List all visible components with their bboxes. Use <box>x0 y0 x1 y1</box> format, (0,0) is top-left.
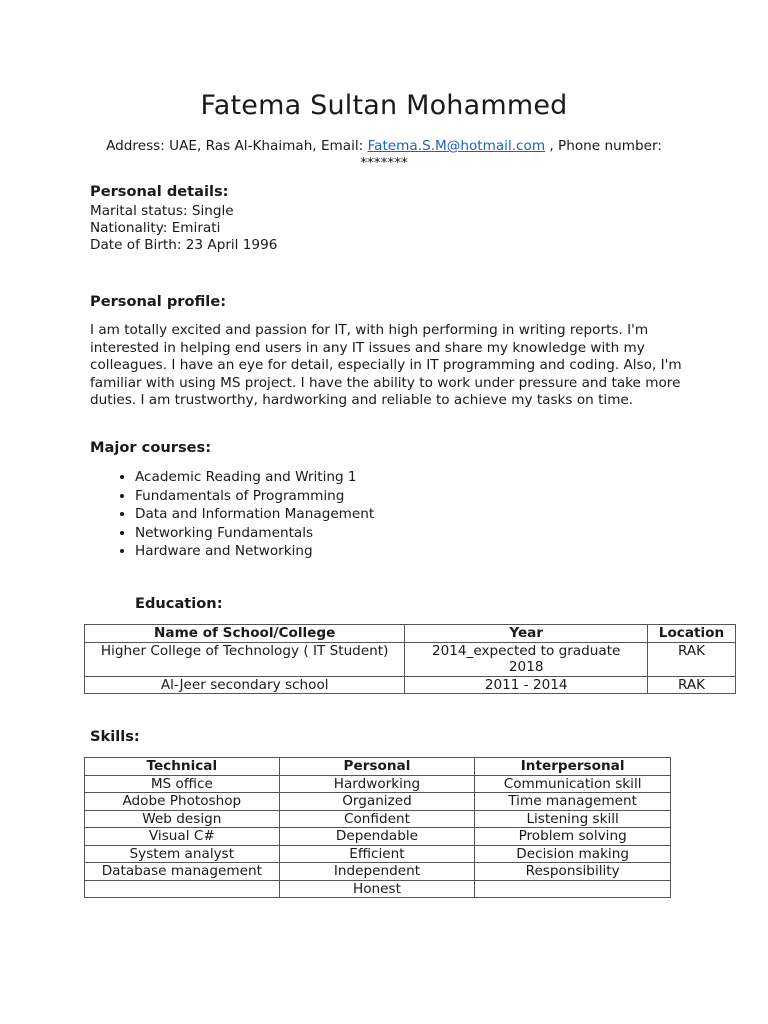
table-header-cell: Year <box>405 625 648 643</box>
candidate-name: Fatema Sultan Mohammed <box>200 90 568 121</box>
table-cell: Adobe Photoshop <box>85 793 280 811</box>
table-cell: Time management <box>475 793 671 811</box>
marital-status: Marital status: Single <box>90 203 234 219</box>
list-item: • Fundamentals of Programming <box>135 487 374 506</box>
personal-profile-heading: Personal profile: <box>90 293 227 310</box>
table-row <box>85 793 671 811</box>
list-item: • Data and Information Management <box>135 505 374 524</box>
nationality: Nationality: Emirati <box>90 220 221 236</box>
table-cell: MS office <box>85 775 280 793</box>
table-row <box>85 775 671 793</box>
table-cell: Decision making <box>475 845 671 863</box>
table-cell: Web design <box>85 810 280 828</box>
table-cell: RAK <box>648 642 736 676</box>
table-row <box>85 880 671 898</box>
table-row <box>85 863 671 881</box>
courses-list <box>90 468 374 561</box>
table-header-row <box>85 758 671 776</box>
table-cell: Higher College of Technology ( IT Student) <box>85 642 405 676</box>
table-cell: Organized <box>279 793 475 811</box>
table-header-cell: Personal <box>279 758 475 776</box>
table-cell: Visual C# <box>85 828 280 846</box>
table-row <box>85 676 736 694</box>
skills-table <box>84 757 671 898</box>
table-cell: 2011 - 2014 <box>405 676 648 694</box>
date-of-birth: Date of Birth: 23 April 1996 <box>90 237 278 253</box>
table-cell: RAK <box>648 676 736 694</box>
education-heading: Education: <box>135 595 223 612</box>
table-row <box>85 810 671 828</box>
table-cell <box>85 880 280 898</box>
email-link[interactable]: Fatema.S.M@hotmail.com <box>367 138 546 154</box>
education-table <box>84 624 736 694</box>
skills-heading: Skills: <box>90 728 140 745</box>
table-header-cell: Interpersonal <box>475 758 671 776</box>
contact-line <box>96 138 672 172</box>
table-cell: Listening skill <box>475 810 671 828</box>
table-cell <box>475 880 671 898</box>
contact-phone: , Phone number: ******* <box>360 138 662 171</box>
table-cell: Al-Jeer secondary school <box>85 676 405 694</box>
table-cell: System analyst <box>85 845 280 863</box>
table-row <box>85 828 671 846</box>
personal-details-heading: Personal details: <box>90 183 229 200</box>
list-item: • Networking Fundamentals <box>135 524 374 543</box>
table-header-cell: Location <box>648 625 736 643</box>
major-courses-heading: Major courses: <box>90 439 212 456</box>
table-cell: Database management <box>85 863 280 881</box>
table-row <box>85 845 671 863</box>
table-cell: Hardworking <box>279 775 475 793</box>
table-cell: Efficient <box>279 845 475 863</box>
list-item: • Hardware and Networking <box>135 542 374 561</box>
table-header-cell: Name of School/College <box>85 625 405 643</box>
table-cell: Honest <box>279 880 475 898</box>
table-cell: 2014_expected to graduate 2018 <box>405 642 648 676</box>
table-cell: Confident <box>279 810 475 828</box>
table-header-cell: Technical <box>85 758 280 776</box>
table-header-row <box>85 625 736 643</box>
table-cell: Problem solving <box>475 828 671 846</box>
table-row <box>85 642 736 676</box>
list-item: • Academic Reading and Writing 1 <box>135 468 374 487</box>
contact-address: Address: UAE, Ras Al-Khaimah, Email: <box>106 138 368 154</box>
table-cell: Responsibility <box>475 863 671 881</box>
table-cell: Dependable <box>279 828 475 846</box>
personal-profile-text: I am totally excited and passion for IT, with high performing in writing reports. I'm interested in helping end users in any IT issues and share my knowledge with my colleagues. I have an eye for detail, especially in IT programming and coding. Also, I'm familiar with using MS project. I have the ability to work under pressure and take more duties. I am trustworthy, hardworking and reliable to achieve my tasks on time. <box>90 322 682 409</box>
table-cell: Communication skill <box>475 775 671 793</box>
table-cell: Independent <box>279 863 475 881</box>
